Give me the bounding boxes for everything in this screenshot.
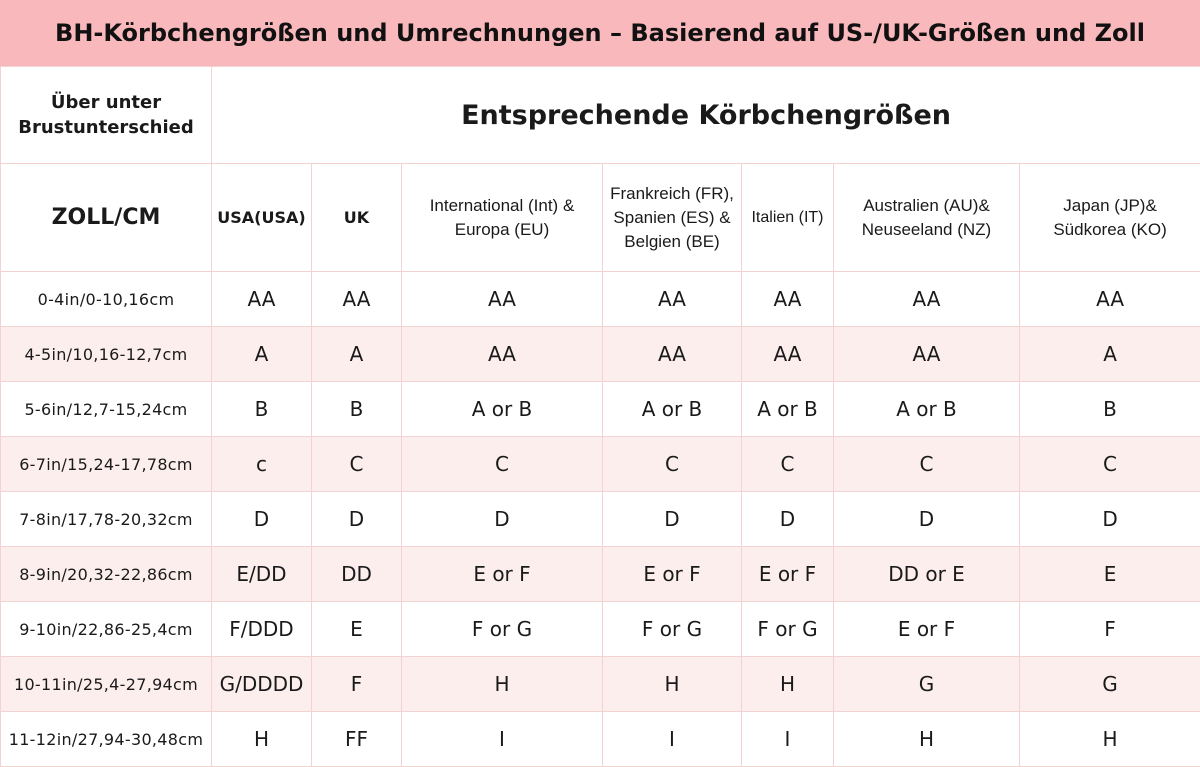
size-cell-it: E or F	[742, 547, 834, 602]
column-header-fr-es-be: Frankreich (FR), Spanien (ES) & Belgien (BE)	[603, 164, 742, 272]
size-cell-uk: FF	[312, 712, 402, 767]
header-row-top	[1, 67, 1200, 164]
column-header-usa: USA(USA)	[212, 164, 312, 272]
table-row	[1, 712, 1200, 767]
size-cell-uk: B	[312, 382, 402, 437]
size-cell-uk: F	[312, 657, 402, 712]
size-cell-au-nz: AA	[834, 327, 1020, 382]
size-cell-it: C	[742, 437, 834, 492]
table-row	[1, 327, 1200, 382]
size-cell-usa: F/DDD	[212, 602, 312, 657]
size-cell-usa: E/DD	[212, 547, 312, 602]
range-cell: 7-8in/17,78-20,32cm	[1, 492, 212, 547]
range-cell: 11-12in/27,94-30,48cm	[1, 712, 212, 767]
size-cell-au-nz: E or F	[834, 602, 1020, 657]
size-cell-usa: G/DDDD	[212, 657, 312, 712]
size-cell-it: H	[742, 657, 834, 712]
size-cell-uk: C	[312, 437, 402, 492]
column-header-international-eu: International (Int) & Europa (EU)	[402, 164, 603, 272]
size-cell-uk: E	[312, 602, 402, 657]
range-cell: 9-10in/22,86-25,4cm	[1, 602, 212, 657]
table-row	[1, 657, 1200, 712]
size-cell-au-nz: A or B	[834, 382, 1020, 437]
size-cell-int-eu: I	[402, 712, 603, 767]
range-cell: 5-6in/12,7-15,24cm	[1, 382, 212, 437]
size-cell-fr-es-be: E or F	[603, 547, 742, 602]
size-cell-fr-es-be: I	[603, 712, 742, 767]
column-header-italy: Italien (IT)	[742, 164, 834, 272]
size-cell-it: F or G	[742, 602, 834, 657]
size-cell-fr-es-be: AA	[603, 272, 742, 327]
size-cell-usa: c	[212, 437, 312, 492]
size-cell-fr-es-be: AA	[603, 327, 742, 382]
size-cell-usa: D	[212, 492, 312, 547]
size-cell-au-nz: DD or E	[834, 547, 1020, 602]
size-cell-int-eu: H	[402, 657, 603, 712]
size-cell-jp-ko: G	[1020, 657, 1200, 712]
cup-size-table	[0, 66, 1200, 767]
table-row	[1, 602, 1200, 657]
size-cell-it: A or B	[742, 382, 834, 437]
table-row	[1, 547, 1200, 602]
size-cell-au-nz: H	[834, 712, 1020, 767]
size-cell-jp-ko: F	[1020, 602, 1200, 657]
size-cell-uk: DD	[312, 547, 402, 602]
size-cell-int-eu: AA	[402, 272, 603, 327]
column-header-au-nz: Australien (AU)& Neuseeland (NZ)	[834, 164, 1020, 272]
size-cell-it: I	[742, 712, 834, 767]
size-cell-int-eu: A or B	[402, 382, 603, 437]
size-cell-int-eu: E or F	[402, 547, 603, 602]
size-cell-uk: D	[312, 492, 402, 547]
size-cell-uk: AA	[312, 272, 402, 327]
size-cell-usa: A	[212, 327, 312, 382]
range-cell: 0-4in/0-10,16cm	[1, 272, 212, 327]
size-cell-jp-ko: H	[1020, 712, 1200, 767]
size-cell-it: AA	[742, 272, 834, 327]
size-cell-fr-es-be: A or B	[603, 382, 742, 437]
range-cell: 8-9in/20,32-22,86cm	[1, 547, 212, 602]
table-row	[1, 437, 1200, 492]
table-row	[1, 272, 1200, 327]
size-cell-int-eu: C	[402, 437, 603, 492]
bust-difference-header: Über unter Brustunterschied	[1, 67, 212, 164]
header-row-columns	[1, 164, 1200, 272]
size-cell-jp-ko: D	[1020, 492, 1200, 547]
size-cell-au-nz: AA	[834, 272, 1020, 327]
size-cell-au-nz: G	[834, 657, 1020, 712]
size-cell-jp-ko: A	[1020, 327, 1200, 382]
size-cell-fr-es-be: F or G	[603, 602, 742, 657]
size-cell-it: D	[742, 492, 834, 547]
size-cell-jp-ko: B	[1020, 382, 1200, 437]
range-cell: 4-5in/10,16-12,7cm	[1, 327, 212, 382]
size-cell-it: AA	[742, 327, 834, 382]
size-cell-int-eu: AA	[402, 327, 603, 382]
size-cell-usa: AA	[212, 272, 312, 327]
size-cell-fr-es-be: H	[603, 657, 742, 712]
column-header-zoll-cm: ZOLL/CM	[1, 164, 212, 272]
page-title: BH-Körbchengrößen und Umrechnungen – Basierend auf US-/UK-Größen und Zoll	[0, 0, 1200, 66]
table-row	[1, 492, 1200, 547]
size-cell-au-nz: C	[834, 437, 1020, 492]
size-cell-jp-ko: C	[1020, 437, 1200, 492]
column-header-jp-ko: Japan (JP)& Südkorea (KO)	[1020, 164, 1200, 272]
size-cell-uk: A	[312, 327, 402, 382]
size-cell-jp-ko: E	[1020, 547, 1200, 602]
range-cell: 6-7in/15,24-17,78cm	[1, 437, 212, 492]
size-cell-usa: B	[212, 382, 312, 437]
column-header-uk: UK	[312, 164, 402, 272]
size-cell-jp-ko: AA	[1020, 272, 1200, 327]
size-cell-fr-es-be: D	[603, 492, 742, 547]
size-cell-usa: H	[212, 712, 312, 767]
size-cell-fr-es-be: C	[603, 437, 742, 492]
size-cell-int-eu: F or G	[402, 602, 603, 657]
size-cell-int-eu: D	[402, 492, 603, 547]
corresponding-sizes-header: Entsprechende Körbchengrößen	[212, 67, 1200, 164]
range-cell: 10-11in/25,4-27,94cm	[1, 657, 212, 712]
table-row	[1, 382, 1200, 437]
size-cell-au-nz: D	[834, 492, 1020, 547]
